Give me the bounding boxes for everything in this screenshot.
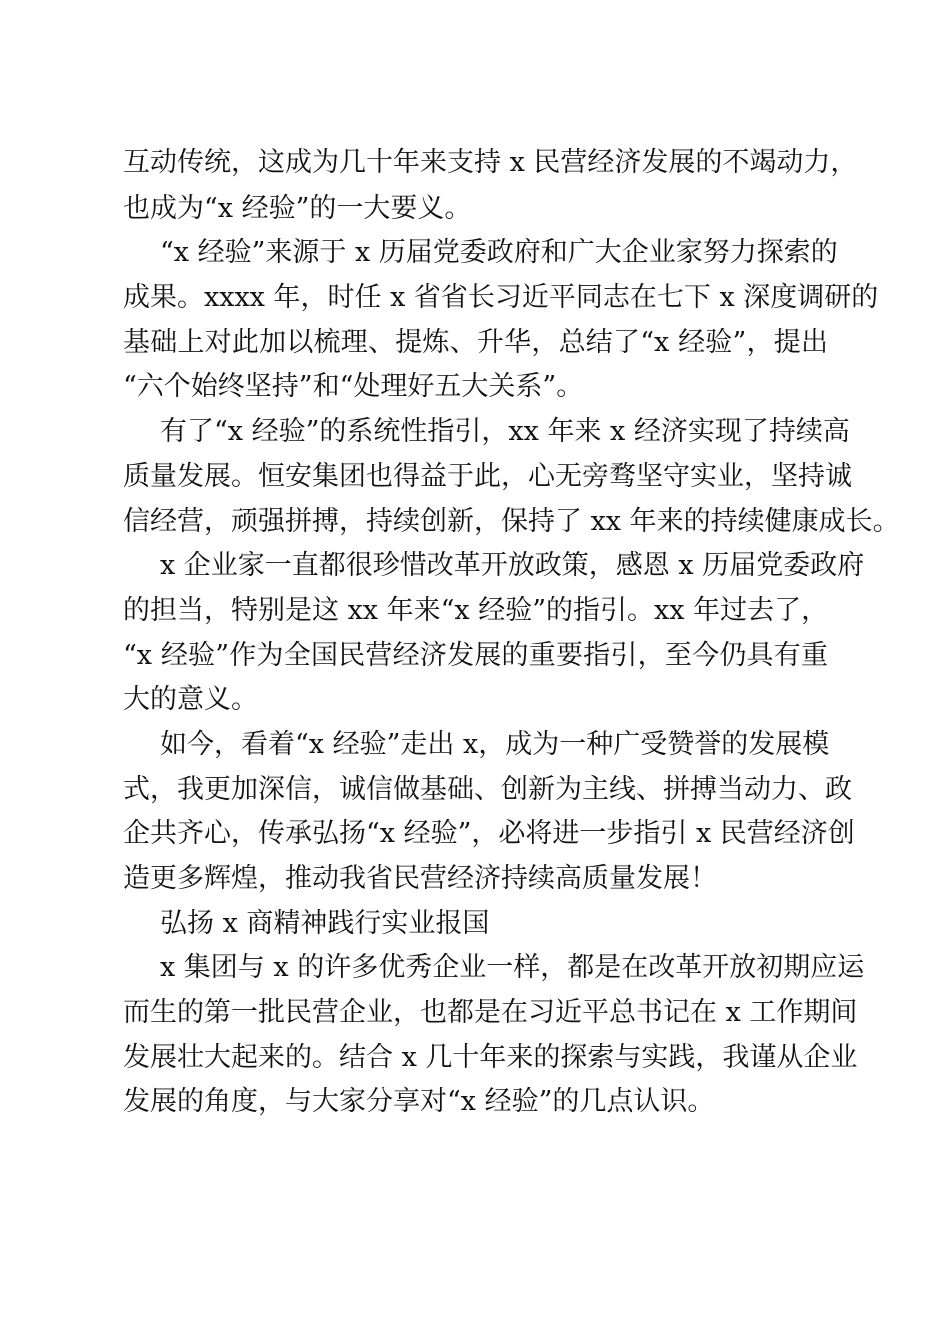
text-line: 的担当，特别是这 xx 年来“x 经验”的指引。xx 年过去了， [123,595,829,626]
text-line: x 集团与 x 的许多优秀企业一样，都是在改革开放初期应运 [160,952,865,983]
text-line: 信经营，顽强拼搏，持续创新，保持了 xx 年来的持续健康成长。 [123,506,900,537]
text-line: 有了“x 经验”的系统性指引，xx 年来 x 经济实现了持续高 [160,416,850,447]
text-line: 互动传统，这成为几十年来支持 x 民营经济发展的不竭动力， [123,147,858,178]
text-line: “六个始终坚持”和“处理好五大关系”。 [123,371,584,402]
text-line: 式，我更加深信，诚信做基础、创新为主线、拼搏当动力、政 [123,774,852,805]
text-line: 质量发展。恒安集团也得益于此，心无旁骛坚守实业，坚持诚 [123,461,852,492]
section-heading: 弘扬 x 商精神践行实业报国 [160,908,490,939]
text-line: 成果。xxxx 年，时任 x 省省长习近平同志在七下 x 深度调研的 [123,282,879,313]
text-line: “x 经验”来源于 x 历届党委政府和广大企业家努力探索的 [160,237,838,268]
text-line: “x 经验”作为全国民营经济发展的重要指引，至今仍具有重 [123,640,828,671]
text-line: 大的意义。 [123,684,258,715]
text-line: 基础上对此加以梳理、提炼、升华，总结了“x 经验”，提出 [123,327,828,358]
text-line: 发展的角度，与大家分享对“x 经验”的几点认识。 [123,1086,715,1117]
text-line: 也成为“x 经验”的一大要义。 [123,193,472,224]
text-line: 造更多辉煌，推动我省民营经济持续高质量发展！ [123,863,717,894]
text-line: 企共齐心，传承弘扬“x 经验”，必将进一步指引 x 民营经济创 [123,818,855,849]
text-line: 而生的第一批民营企业，也都是在习近平总书记在 x 工作期间 [123,997,858,1028]
text-line: x 企业家一直都很珍惜改革开放政策，感恩 x 历届党委政府 [160,550,865,581]
text-line: 如今，看着“x 经验”走出 x，成为一种广受赞誉的发展模 [160,729,830,760]
text-line: 发展壮大起来的。结合 x 几十年来的探索与实践，我谨从企业 [123,1042,858,1073]
